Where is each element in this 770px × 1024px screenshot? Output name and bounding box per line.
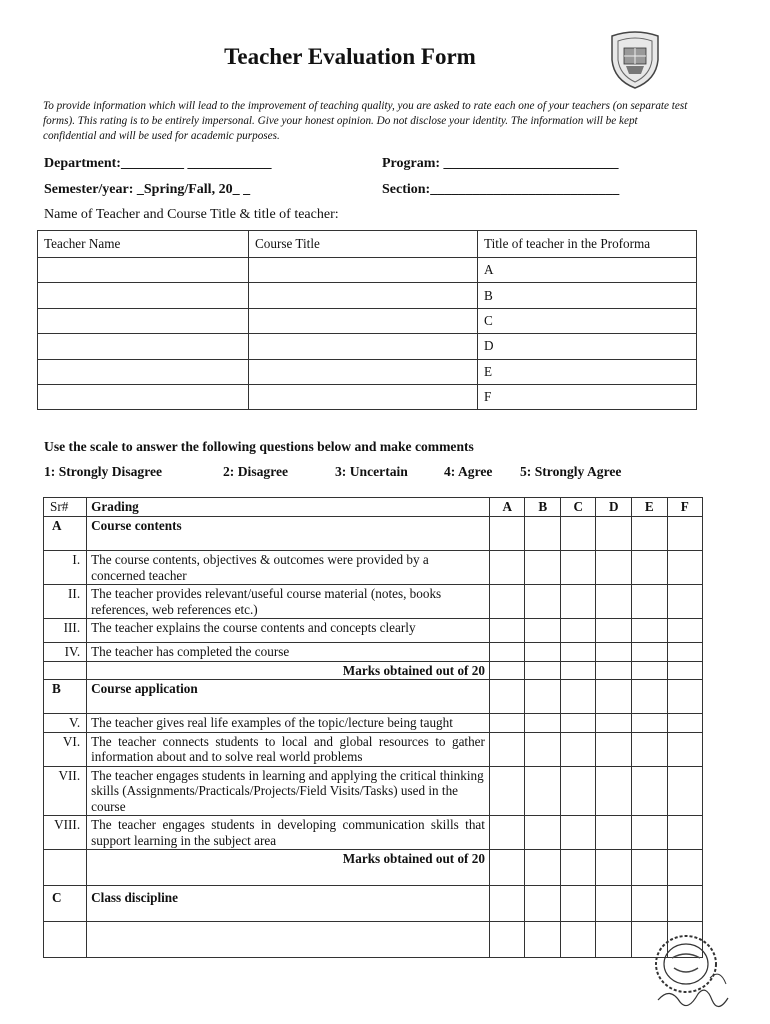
rating-cell[interactable] [560, 585, 596, 619]
rating-cell[interactable] [560, 619, 596, 643]
rating-cell[interactable] [560, 732, 596, 766]
teacher-title-header: Title of teacher in the Proforma [478, 231, 697, 258]
col-header-e: E [632, 498, 667, 517]
rating-cell[interactable] [596, 680, 632, 714]
rating-cell[interactable] [489, 661, 525, 680]
department-field[interactable]: Department:_________ ____________ [44, 156, 272, 171]
item-text: The teacher connects students to local and global resources to gather information about and to solve real world problems [87, 732, 490, 766]
rating-cell[interactable] [667, 816, 703, 850]
rating-cell[interactable] [489, 619, 525, 643]
rating-cell[interactable] [525, 886, 560, 922]
item-number: IV. [44, 643, 87, 662]
section-title: Course application [87, 680, 490, 714]
item-number: II. [44, 585, 87, 619]
course-title-header: Course Title [249, 231, 478, 258]
rating-cell[interactable] [525, 619, 560, 643]
rating-cell[interactable] [489, 714, 525, 733]
rating-cell[interactable] [560, 714, 596, 733]
empty-cell [44, 661, 87, 680]
rating-cell[interactable] [560, 551, 596, 585]
rating-cell[interactable] [489, 766, 525, 816]
rating-cell[interactable] [489, 680, 525, 714]
rating-cell[interactable] [632, 816, 667, 850]
official-stamp-icon [650, 928, 732, 1018]
rating-cell[interactable] [632, 680, 667, 714]
rating-cell[interactable] [560, 643, 596, 662]
rating-cell[interactable] [632, 850, 667, 886]
rating-cell[interactable] [632, 714, 667, 733]
rating-cell[interactable] [632, 732, 667, 766]
rating-cell[interactable] [525, 517, 560, 551]
rating-cell[interactable] [525, 661, 560, 680]
course-title-cell[interactable] [249, 258, 478, 283]
teacher-name-header: Teacher Name [38, 231, 249, 258]
rating-cell[interactable] [596, 816, 632, 850]
rating-cell[interactable] [489, 643, 525, 662]
rating-cell[interactable] [489, 517, 525, 551]
rating-cell[interactable] [667, 661, 703, 680]
sr-header: Sr# [44, 498, 87, 517]
rating-cell[interactable] [596, 766, 632, 816]
teacher-name-cell[interactable] [38, 334, 249, 359]
scale-option: 4: Agree [444, 464, 493, 479]
item-text: The teacher engages students in learning and applying the critical thinking skills (Assignments/Practicals/Projects/Field Visits/Tasks) used in the course [87, 766, 490, 816]
col-header-d: D [596, 498, 632, 517]
rating-cell[interactable] [489, 850, 525, 886]
rating-cell[interactable] [525, 551, 560, 585]
intro-text: To provide information which will lead to the improvement of teaching quality, you are asked to rate each one of your teachers (on separate test forms). This rating is to be entirely impersonal. Give your honest opinion. Do not disclose your identity. The information will be kept confidential and will be used for academic purposes. [43, 100, 688, 142]
rating-cell[interactable] [596, 732, 632, 766]
teacher-title-cell: C [478, 308, 697, 333]
rating-cell[interactable] [667, 714, 703, 733]
rating-cell[interactable] [596, 551, 632, 585]
section-title: Course contents [87, 517, 490, 551]
rating-cell[interactable] [560, 886, 596, 922]
scale-option: 3: Uncertain [335, 464, 408, 479]
rating-cell[interactable] [632, 643, 667, 662]
grading-table [43, 497, 703, 958]
section-code: C [44, 886, 87, 922]
rating-cell[interactable] [525, 922, 560, 958]
course-title-cell[interactable] [249, 384, 478, 409]
rating-cell[interactable] [667, 732, 703, 766]
empty-cell [44, 850, 87, 886]
teacher-name-cell[interactable] [38, 359, 249, 384]
item-text: The course contents, objectives & outcomes were provided by a concerned teacher [87, 551, 490, 585]
section-title: Class discipline [87, 886, 490, 922]
university-crest-icon [606, 30, 664, 90]
item-text: The teacher has completed the course [87, 643, 490, 662]
rating-cell[interactable] [667, 551, 703, 585]
item-number: VII. [44, 766, 87, 816]
rating-cell[interactable] [596, 643, 632, 662]
rating-cell[interactable] [632, 585, 667, 619]
rating-cell[interactable] [596, 517, 632, 551]
rating-cell[interactable] [596, 661, 632, 680]
item-number: V. [44, 714, 87, 733]
rating-cell[interactable] [632, 766, 667, 816]
rating-cell[interactable] [525, 732, 560, 766]
col-header-c: C [560, 498, 596, 517]
rating-cell[interactable] [667, 585, 703, 619]
rating-cell[interactable] [489, 585, 525, 619]
item-number: VI. [44, 732, 87, 766]
rating-cell[interactable] [560, 922, 596, 958]
grading-header: Grading [87, 498, 490, 517]
item-text: The teacher explains the course contents and concepts clearly [87, 619, 490, 643]
rating-cell[interactable] [525, 585, 560, 619]
item-number: VIII. [44, 816, 87, 850]
course-title-cell[interactable] [249, 283, 478, 308]
item-text: The teacher gives real life examples of the topic/lecture being taught [87, 714, 490, 733]
course-title-cell[interactable] [249, 359, 478, 384]
rating-cell[interactable] [525, 766, 560, 816]
section-code: B [44, 680, 87, 714]
section-field[interactable]: Section:___________________________ [382, 182, 620, 197]
semester-field[interactable]: Semester/year: _Spring/Fall, 20_ _ [44, 182, 251, 197]
course-title-cell[interactable] [249, 308, 478, 333]
rating-cell[interactable] [632, 619, 667, 643]
rating-cell[interactable] [667, 850, 703, 886]
rating-cell[interactable] [596, 619, 632, 643]
teacher-title-cell: E [478, 359, 697, 384]
rating-cell[interactable] [596, 850, 632, 886]
rating-cell[interactable] [525, 643, 560, 662]
col-header-b: B [525, 498, 560, 517]
item-text: The teacher provides relevant/useful course material (notes, books references, web references etc.) [87, 585, 490, 619]
rating-cell[interactable] [632, 661, 667, 680]
rating-cell[interactable] [560, 680, 596, 714]
teacher-name-cell[interactable] [38, 283, 249, 308]
rating-cell[interactable] [489, 886, 525, 922]
rating-cell[interactable] [560, 816, 596, 850]
rating-cell[interactable] [560, 766, 596, 816]
page-title: Teacher Evaluation Form [224, 44, 476, 69]
teacher-course-table [37, 230, 697, 410]
rating-cell[interactable] [489, 816, 525, 850]
scale-option: 5: Strongly Agree [520, 464, 622, 479]
rating-cell[interactable] [596, 585, 632, 619]
rating-cell[interactable] [632, 517, 667, 551]
item-text: The teacher engages students in developing communication skills that support learning in the subject area [87, 816, 490, 850]
item-number: I. [44, 551, 87, 585]
rating-cell[interactable] [667, 619, 703, 643]
rating-cell[interactable] [596, 922, 632, 958]
rating-cell[interactable] [489, 551, 525, 585]
col-header-a: A [489, 498, 525, 517]
empty-cell [44, 922, 87, 958]
col-header-f: F [667, 498, 703, 517]
rating-cell[interactable] [667, 643, 703, 662]
rating-cell[interactable] [489, 732, 525, 766]
rating-cell[interactable] [632, 886, 667, 922]
rating-cell[interactable] [667, 517, 703, 551]
rating-cell[interactable] [560, 850, 596, 886]
scale-option: 2: Disagree [223, 464, 289, 479]
rating-cell[interactable] [667, 680, 703, 714]
teacher-title-cell: D [478, 334, 697, 359]
rating-cell[interactable] [560, 661, 596, 680]
teacher-name-cell[interactable] [38, 258, 249, 283]
teacher-title-cell: F [478, 384, 697, 409]
item-number: III. [44, 619, 87, 643]
teacher-name-label: Name of Teacher and Course Title & title of teacher: [44, 207, 339, 222]
teacher-title-cell: A [478, 258, 697, 283]
scale-heading: Use the scale to answer the following questions below and make comments [44, 439, 474, 454]
section-code: A [44, 517, 87, 551]
teacher-name-cell[interactable] [38, 308, 249, 333]
rating-cell[interactable] [525, 850, 560, 886]
rating-cell[interactable] [667, 766, 703, 816]
rating-cell[interactable] [489, 922, 525, 958]
teacher-name-cell[interactable] [38, 384, 249, 409]
rating-cell[interactable] [667, 886, 703, 922]
teacher-title-cell: B [478, 283, 697, 308]
course-title-cell[interactable] [249, 334, 478, 359]
rating-cell[interactable] [560, 517, 596, 551]
scale-option: 1: Strongly Disagree [44, 464, 163, 479]
empty-cell [87, 922, 490, 958]
marks-label: Marks obtained out of 20 [87, 850, 490, 886]
rating-cell[interactable] [525, 816, 560, 850]
rating-cell[interactable] [632, 551, 667, 585]
rating-cell[interactable] [596, 714, 632, 733]
rating-cell[interactable] [525, 714, 560, 733]
marks-label: Marks obtained out of 20 [87, 661, 490, 680]
rating-cell[interactable] [525, 680, 560, 714]
program-field[interactable]: Program: _________________________ [382, 156, 619, 171]
rating-cell[interactable] [596, 886, 632, 922]
